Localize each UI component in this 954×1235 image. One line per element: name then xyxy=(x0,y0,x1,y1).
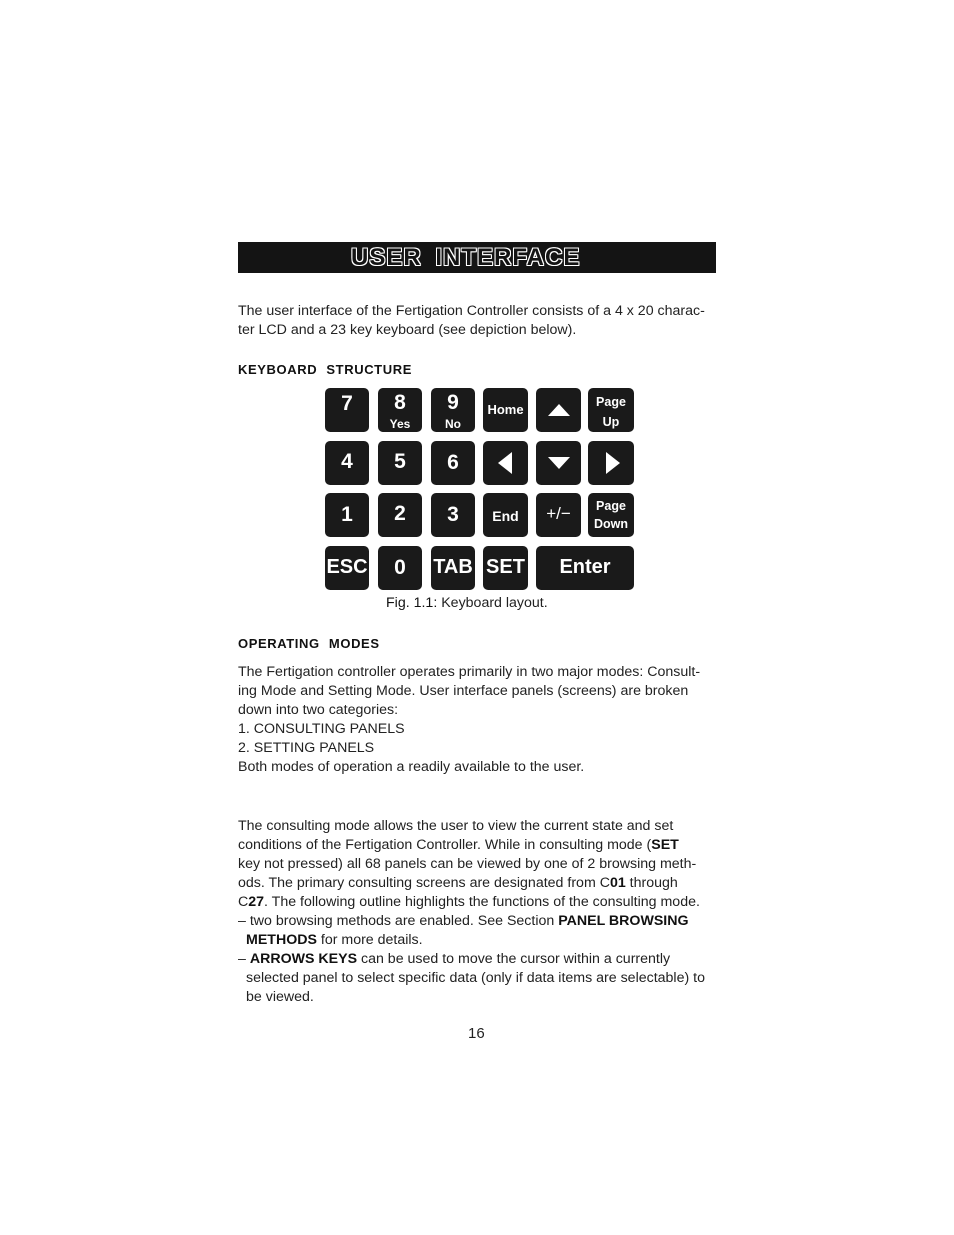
modes-line: 1. CONSULTING PANELS xyxy=(238,721,405,737)
modes-line: The Fertigation controller operates primarily in two major modes: Consult- xyxy=(238,664,701,680)
key-label: 7 xyxy=(341,392,353,415)
key-label: ESC xyxy=(326,556,368,578)
key-label: 8 xyxy=(394,391,406,414)
arrows-keys-ref: ARROWS KEYS xyxy=(249,951,358,967)
section-title-bar xyxy=(238,242,716,273)
panel-browsing-ref: PANEL BROWSING xyxy=(558,913,689,929)
key-plus-minus[interactable] xyxy=(536,493,581,537)
key-label: 2 xyxy=(394,502,406,525)
key-label: Page xyxy=(596,499,626,513)
key-arrow-up[interactable] xyxy=(536,388,581,432)
key-8-yes[interactable] xyxy=(378,388,422,432)
modes-line: Both modes of operation a readily available to the user. xyxy=(238,759,585,775)
consulting-text: for more details. xyxy=(316,932,423,948)
key-sub-label: Down xyxy=(593,517,629,531)
key-page-up[interactable] xyxy=(588,388,634,432)
key-end[interactable] xyxy=(483,493,528,537)
consulting-line: be viewed. xyxy=(246,989,314,1005)
arrow-up-icon xyxy=(547,403,571,417)
key-sub-label: Yes xyxy=(389,417,411,431)
key-1[interactable] xyxy=(325,493,369,537)
key-label: Home xyxy=(487,402,524,417)
consulting-line: key not pressed) all 68 panels can be viewed by one of 2 browsing meth- xyxy=(238,856,697,872)
key-0[interactable] xyxy=(378,546,422,590)
key-label: Page xyxy=(596,395,626,409)
methods-ref: METHODS xyxy=(246,932,317,948)
consulting-line: The consulting mode allows the user to view the current state and set xyxy=(238,818,674,834)
key-label: 4 xyxy=(341,450,353,473)
consulting-line xyxy=(238,893,700,912)
modes-paragraph xyxy=(238,663,701,777)
key-5[interactable] xyxy=(378,441,422,485)
key-label: End xyxy=(492,508,519,524)
consulting-text: can be used to move the cursor within a currently xyxy=(357,951,671,967)
figure-text: Keyboard layout. xyxy=(441,595,548,611)
intro-line: ter LCD and a 23 key keyboard (see depiction below). xyxy=(238,322,577,338)
modes-line: ing Mode and Setting Mode. User interface panels (screens) are broken xyxy=(238,683,689,699)
consulting-line xyxy=(238,874,693,893)
intro-paragraph xyxy=(238,302,705,340)
key-sub-label: Up xyxy=(602,415,620,429)
key-6[interactable] xyxy=(431,441,475,485)
consulting-text: – two browsing methods are enabled. See Section xyxy=(238,913,559,929)
consulting-line xyxy=(238,950,693,969)
key-esc[interactable] xyxy=(325,546,369,590)
modes-line: down into two categories: xyxy=(238,702,399,718)
arrow-right-icon xyxy=(605,451,621,475)
key-label: +/− xyxy=(546,504,571,523)
consulting-text: ods. The primary consulting screens are designated from C xyxy=(238,875,610,891)
modes-line: 2. SETTING PANELS xyxy=(238,740,375,756)
consulting-text: through xyxy=(625,875,678,891)
keyboard-structure-heading: KEYBOARD STRUCTURE xyxy=(238,362,412,377)
panel-code-end: 27 xyxy=(248,894,265,910)
consulting-paragraph xyxy=(238,817,705,1007)
key-2[interactable] xyxy=(378,493,422,537)
consulting-line: selected panel to select specific data (only if data items are selectable) to xyxy=(246,970,705,986)
key-label: 1 xyxy=(341,503,353,526)
arrow-left-icon xyxy=(497,451,513,475)
key-4[interactable] xyxy=(325,441,369,485)
consulting-text: C xyxy=(238,894,249,910)
intro-line: The user interface of the Fertigation Controller consists of a 4 x 20 charac- xyxy=(238,303,705,319)
consulting-text: . The following outline highlights the functions of the consulting mode. xyxy=(264,894,700,910)
arrow-down-icon xyxy=(547,456,571,470)
consulting-text: conditions of the Fertigation Controller. While in consulting mode ( xyxy=(238,837,652,853)
key-3[interactable] xyxy=(431,493,475,537)
key-9-no[interactable] xyxy=(431,388,475,432)
key-label: 0 xyxy=(394,556,406,579)
figure-caption xyxy=(386,595,548,611)
key-label: TAB xyxy=(433,556,473,578)
key-label: SET xyxy=(486,556,525,578)
key-enter[interactable] xyxy=(536,546,634,590)
key-arrow-down[interactable] xyxy=(536,441,581,485)
key-label: 6 xyxy=(447,451,459,474)
consulting-line xyxy=(238,931,693,950)
panel-code-start: 01 xyxy=(609,875,626,891)
operating-modes-heading: OPERATING MODES xyxy=(238,636,380,651)
key-arrow-left[interactable] xyxy=(483,441,528,485)
key-label: 9 xyxy=(447,391,459,414)
key-sub-label: No xyxy=(445,417,461,431)
consulting-line xyxy=(238,836,693,855)
key-tab[interactable] xyxy=(431,546,475,590)
key-arrow-right[interactable] xyxy=(588,441,634,485)
page-title: USER INTERFACE xyxy=(351,244,581,271)
consulting-line xyxy=(238,912,693,931)
key-label: Enter xyxy=(559,556,611,578)
page-number: 16 xyxy=(468,1025,485,1042)
key-7[interactable] xyxy=(325,388,369,432)
figure-label: Fig. 1.1: xyxy=(386,595,438,611)
consulting-text: – xyxy=(238,951,250,967)
key-label: 5 xyxy=(394,450,406,473)
key-page-down[interactable] xyxy=(588,493,634,537)
key-label: 3 xyxy=(447,503,459,526)
set-key-ref: SET xyxy=(651,837,679,853)
key-set[interactable] xyxy=(483,546,528,590)
key-home[interactable] xyxy=(483,388,528,432)
